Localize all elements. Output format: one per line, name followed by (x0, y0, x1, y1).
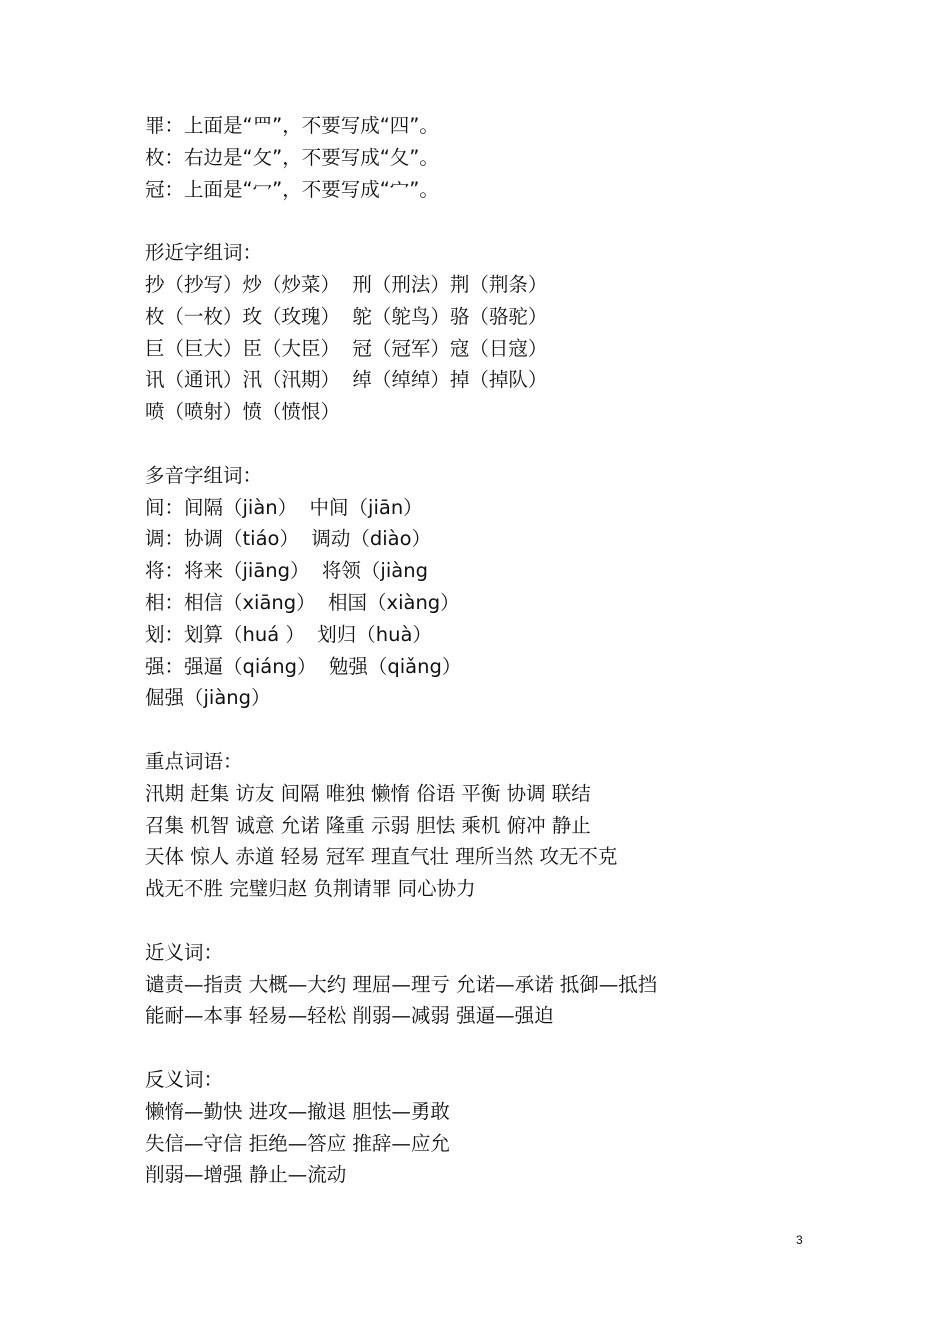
text-line: 抄（抄写）炒（炒菜） 刑（刑法）荆（荆条） (145, 272, 548, 296)
section-heading: 反义词： (145, 1067, 224, 1091)
text-line: 讯（通讯）汛（汛期） 绰（绰绰）掉（掉队） (145, 368, 548, 392)
document-body (145, 110, 845, 1191)
paragraph-spacer (145, 205, 845, 237)
paragraph-spacer (145, 428, 845, 460)
text-section (145, 237, 845, 428)
text-line: 罪：上面是“罒”，不要写成“四”。 (145, 114, 439, 137)
text-line: 汛期 赶集 访友 间隔 唯独 懒惰 俗语 平衡 协调 联结 (145, 781, 591, 805)
text-line: 枚（一枚）玫（玫瑰） 鸵（鸵鸟）骆（骆驼） (145, 304, 548, 328)
section-heading: 多音字组词： (145, 463, 263, 487)
text-section (145, 460, 845, 714)
text-line: 战无不胜 完璧归赵 负荆请罪 同心协力 (145, 877, 476, 901)
text-line: 削弱—增强 静止—流动 (145, 1163, 347, 1187)
text-line: 召集 机智 诚意 允诺 隆重 示弱 胆怯 乘机 俯冲 静止 (145, 813, 591, 837)
text-line: 谴责—指责 大概—大约 理屈—理亏 允诺—承诺 抵御—抵挡 (145, 972, 658, 996)
text-line: 相：相信（xiāng） 相国（xiàng） (145, 590, 460, 614)
text-line: 划：划算（huá ） 划归（huà） (145, 622, 432, 646)
paragraph-spacer (145, 905, 845, 937)
paragraph-spacer (145, 1032, 845, 1064)
text-section (145, 1064, 845, 1191)
text-line: 枚：右边是“攵”，不要写成“夂”。 (145, 145, 439, 169)
section-heading: 重点词语： (145, 749, 243, 773)
text-line: 懒惰—勤快 进攻—撤退 胆怯—勇敢 (145, 1099, 450, 1123)
text-line: 天体 惊人 赤道 轻易 冠军 理直气壮 理所当然 攻无不克 (145, 845, 618, 869)
text-section (145, 937, 845, 1032)
page-number: 3 (796, 1233, 803, 1247)
section-heading: 形近字组词： (145, 241, 263, 265)
text-line: 间：间隔（jiàn） 中间（jiān） (145, 495, 423, 519)
text-line: 倔强（jiàng） (145, 686, 271, 710)
text-section (145, 746, 845, 905)
text-line: 强：强逼（qiáng） 勉强（qiǎng） (145, 654, 462, 678)
paragraph-spacer (145, 714, 845, 746)
text-section (145, 110, 845, 205)
text-line: 失信—守信 拒绝—答应 推辞—应允 (145, 1131, 450, 1155)
text-line: 将：将来（jiāng） 将领（jiàng (145, 559, 428, 583)
text-line: 能耐—本事 轻易—轻松 削弱—减弱 强逼—强迫 (145, 1004, 554, 1028)
text-line: 巨（巨大）臣（大臣） 冠（冠军）寇（日寇） (145, 336, 548, 360)
section-heading: 近义词： (145, 940, 224, 964)
text-line: 调：协调（tiáo） 调动（diào） (145, 527, 432, 551)
text-line: 冠：上面是“冖”，不要写成“宀”。 (145, 177, 439, 201)
text-line: 喷（喷射）愤（愤恨） (145, 400, 341, 424)
